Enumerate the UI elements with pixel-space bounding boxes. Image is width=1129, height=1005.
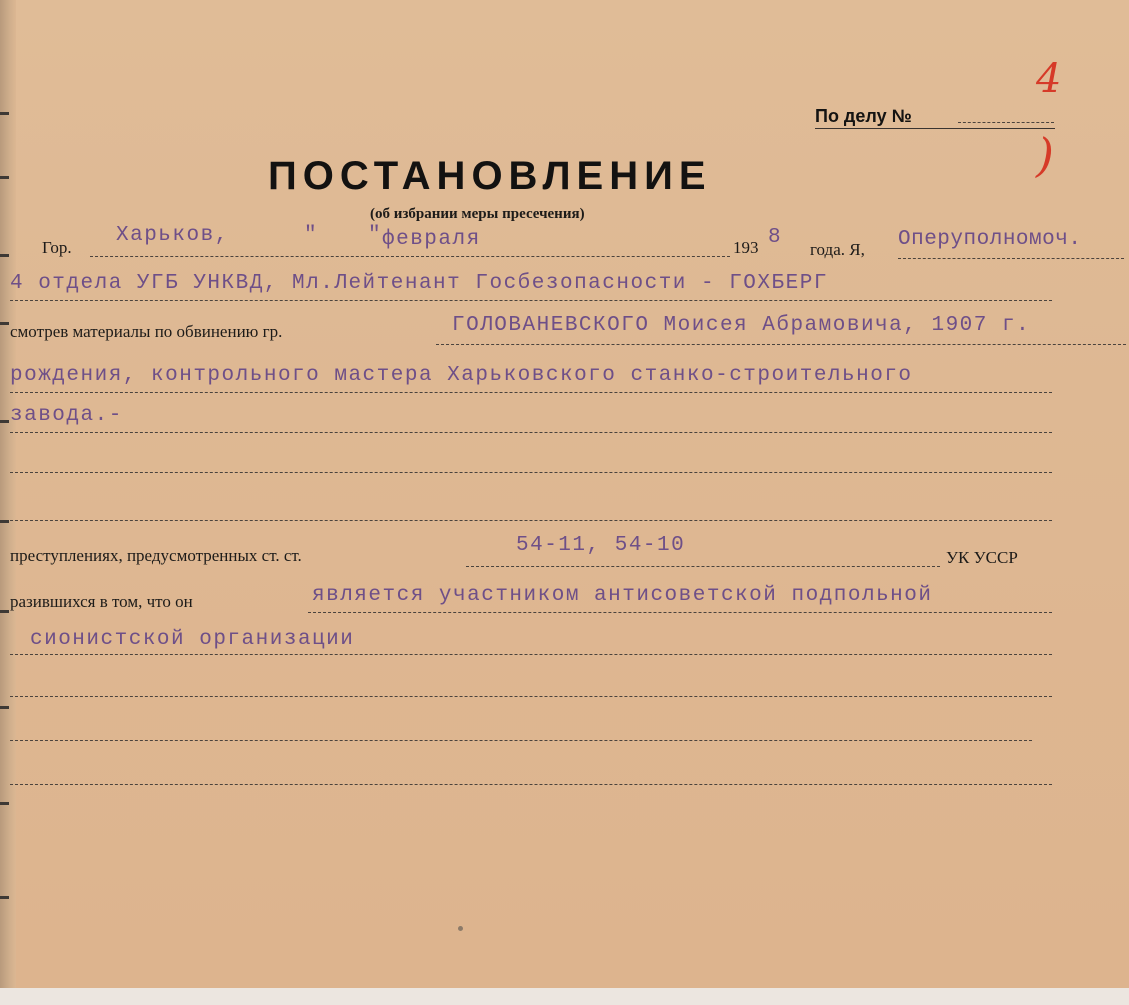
binding-mark <box>0 802 9 805</box>
city-value: Харьков, <box>116 224 229 247</box>
crimes-label: преступлениях, предусмотренных ст. ст. <box>10 546 302 565</box>
binding-edge <box>0 0 16 988</box>
officer-title-line <box>898 258 1124 259</box>
binding-mark <box>0 322 9 325</box>
expressed-label: разившихся в том, что он <box>10 592 193 611</box>
binding-mark <box>0 520 9 523</box>
binding-mark <box>0 896 9 899</box>
accused-line-3: завода.- <box>10 404 123 427</box>
case-number-red-pencil: 4 <box>1036 56 1062 102</box>
paper-speck <box>458 926 463 931</box>
year-suffix: года. Я, <box>810 240 865 259</box>
accused-line <box>436 344 1126 345</box>
month-value: февраля <box>382 228 481 251</box>
binding-mark <box>0 420 9 423</box>
binding-mark <box>0 176 9 179</box>
binding-mark <box>0 254 9 257</box>
blank-line <box>10 472 1052 473</box>
city-label: Гор. <box>42 238 72 257</box>
charge-underline-2 <box>10 654 1052 655</box>
case-number-underline <box>815 128 1055 129</box>
articles-value: 54-11, 54-10 <box>516 534 686 557</box>
code-label: УК УССР <box>946 548 1018 567</box>
year-digit: 8 <box>768 226 783 249</box>
charge-line-2: сионистской организации <box>30 628 355 651</box>
blank-line <box>10 740 1032 741</box>
charge-underline-1 <box>308 612 1052 613</box>
red-pencil-bracket: ) <box>1036 128 1054 182</box>
articles-line <box>466 566 940 567</box>
officer-line: 4 отдела УГБ УНКВД, Мл.Лейтенант Госбезопасности - ГОХБЕРГ <box>10 272 828 295</box>
blank-line <box>10 696 1052 697</box>
case-number-label: По делу № <box>815 106 912 126</box>
binding-mark <box>0 112 9 115</box>
binding-mark <box>0 706 9 709</box>
accused-line-2: рождения, контрольного мастера Харьковского станко-строительного <box>10 364 913 387</box>
city-date-line <box>90 256 730 257</box>
document-subtitle: (об избрании меры пресечения) <box>370 206 585 222</box>
reviewed-label: смотрев материалы по обвинению гр. <box>10 322 283 341</box>
charge-line-1: является участником антисоветской подпольной <box>312 584 933 607</box>
case-number-line <box>958 122 1054 123</box>
quote-open: " <box>304 224 319 247</box>
blank-line <box>10 520 1052 521</box>
year-prefix: 193 <box>733 238 759 257</box>
accused-underline-2 <box>10 392 1052 393</box>
quote-close: " <box>368 224 383 247</box>
blank-line <box>10 784 1052 785</box>
officer-underline <box>10 300 1052 301</box>
officer-title: Оперуполномоч. <box>898 228 1082 251</box>
document-title: ПОСТАНОВЛЕНИЕ <box>268 154 712 198</box>
accused-underline-3 <box>10 432 1052 433</box>
accused-name: ГОЛОВАНЕВСКОГО Моисея Абрамовича, 1907 г. <box>452 314 1031 337</box>
scan-bottom-edge <box>0 988 1129 1005</box>
binding-mark <box>0 610 9 613</box>
